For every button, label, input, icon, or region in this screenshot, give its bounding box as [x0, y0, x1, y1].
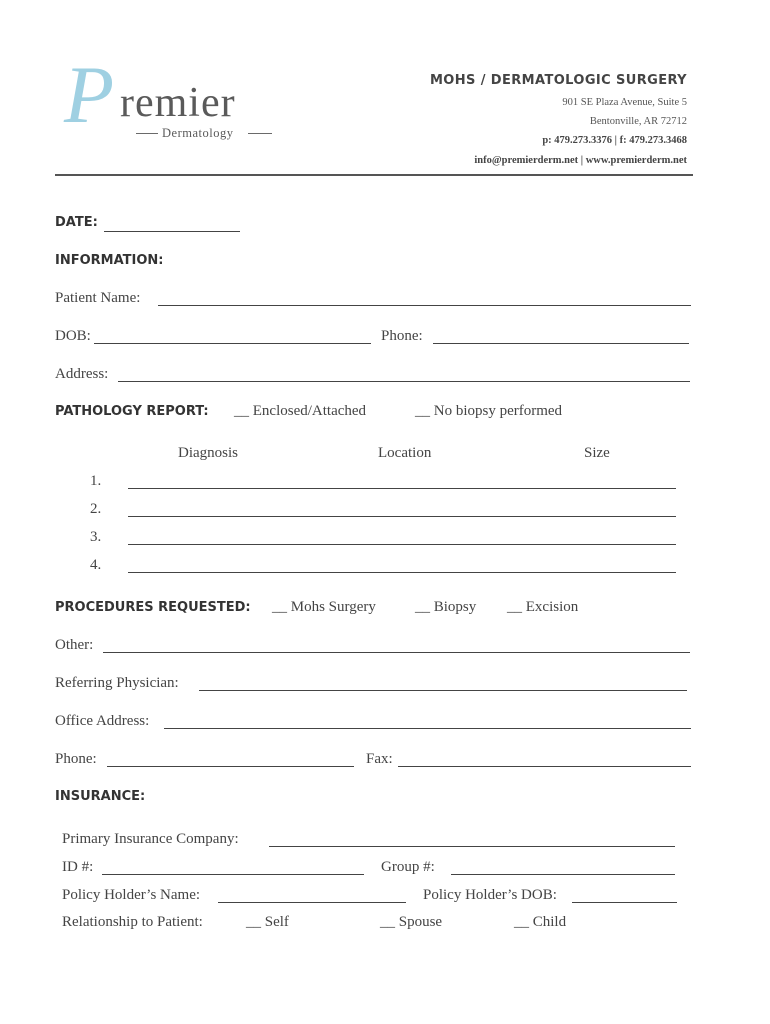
row-number: 1.: [90, 473, 102, 489]
id-label: ID #:: [62, 859, 94, 875]
policy-holder-name-field[interactable]: [218, 902, 406, 903]
fax-label: Fax:: [366, 751, 393, 767]
office-address-field[interactable]: [164, 728, 691, 729]
date-field[interactable]: [104, 231, 240, 232]
row-number: 4.: [90, 557, 102, 573]
patient-name-label: Patient Name:: [55, 290, 141, 306]
premier-dermatology-logo: [64, 49, 284, 142]
referring-phone-field[interactable]: [107, 766, 354, 767]
patient-name-field[interactable]: [158, 305, 691, 306]
row-number: 2.: [90, 501, 102, 517]
spouse-option[interactable]: __ Spouse: [380, 914, 443, 930]
row-number: 3.: [90, 529, 102, 545]
logo-rule-right: [248, 133, 272, 134]
fax-field[interactable]: [398, 766, 691, 767]
biopsy-option[interactable]: __ Biopsy: [415, 599, 477, 615]
referring-physician-label: Referring Physician:: [55, 675, 179, 691]
group-field[interactable]: [451, 874, 675, 875]
child-option[interactable]: __ Child: [514, 914, 567, 930]
pathology-row-field[interactable]: [128, 572, 676, 573]
address-field[interactable]: [118, 381, 690, 382]
logo-rule-left: [136, 133, 158, 134]
pathology-row-field[interactable]: [128, 516, 676, 517]
relationship-label: Relationship to Patient:: [62, 914, 203, 930]
excision-option[interactable]: __ Excision: [507, 599, 579, 615]
other-label: Other:: [55, 637, 94, 653]
logo-initial: P: [64, 49, 115, 140]
self-option[interactable]: __ Self: [246, 914, 289, 930]
phone-field[interactable]: [433, 343, 689, 344]
practice-title: MOHS / DERMATOLOGIC SURGERY: [429, 73, 687, 88]
pathology-row-field[interactable]: [128, 488, 676, 489]
logo-word: remier: [120, 80, 236, 126]
referring-phone-label: Phone:: [55, 751, 97, 767]
group-label: Group #:: [381, 859, 435, 875]
enclosed-option[interactable]: __ Enclosed/Attached: [234, 403, 367, 419]
information-heading: INFORMATION:: [55, 253, 164, 268]
diagnosis-column-header: Diagnosis: [178, 445, 238, 461]
procedures-heading: PROCEDURES REQUESTED:: [55, 600, 251, 615]
insurance-company-label: Primary Insurance Company:: [62, 831, 239, 847]
referring-physician-field[interactable]: [199, 690, 687, 691]
id-field[interactable]: [102, 874, 364, 875]
mohs-surgery-option[interactable]: __ Mohs Surgery: [272, 599, 376, 615]
phone-fax-line: p: 479.273.3376 | f: 479.273.3468: [542, 135, 687, 146]
pathology-heading: PATHOLOGY REPORT:: [55, 404, 209, 419]
size-column-header: Size: [584, 445, 610, 461]
office-address-label: Office Address:: [55, 713, 150, 729]
no-biopsy-option[interactable]: __ No biopsy performed: [415, 403, 563, 419]
header-divider: [55, 174, 693, 176]
policy-holder-dob-field[interactable]: [572, 902, 677, 903]
policy-holder-name-label: Policy Holder’s Name:: [62, 887, 201, 903]
insurance-company-field[interactable]: [269, 846, 675, 847]
phone-label: Phone:: [381, 328, 423, 344]
other-field[interactable]: [103, 652, 690, 653]
dob-field[interactable]: [94, 343, 371, 344]
location-column-header: Location: [378, 445, 432, 461]
contact-line: info@premierderm.net | www.premierderm.net: [474, 155, 687, 166]
address-line-2: Bentonville, AR 72712: [589, 116, 687, 127]
address-line-1: 901 SE Plaza Avenue, Suite 5: [562, 97, 687, 108]
insurance-heading: INSURANCE:: [55, 789, 146, 804]
dob-label: DOB:: [55, 328, 91, 344]
logo-subtitle: Dermatology: [162, 126, 234, 140]
policy-holder-dob-label: Policy Holder’s DOB:: [423, 887, 557, 903]
address-label: Address:: [55, 366, 109, 382]
date-label: DATE:: [55, 215, 98, 230]
pathology-row-field[interactable]: [128, 544, 676, 545]
